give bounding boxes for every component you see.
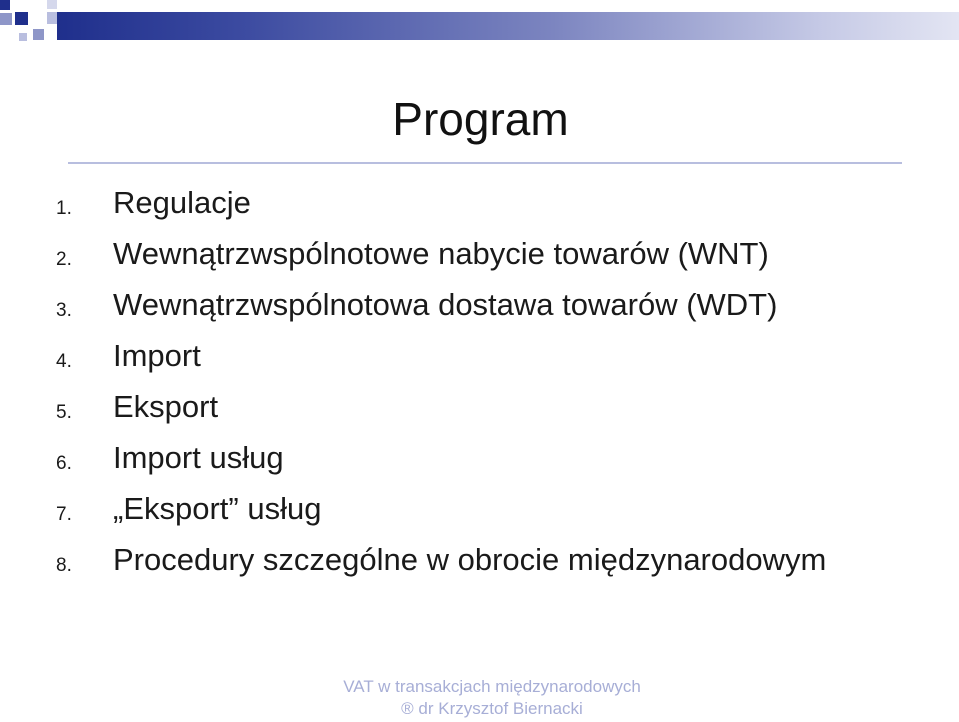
slide-title-text: Program — [392, 93, 569, 145]
title-divider — [68, 162, 902, 164]
item-text: Import usług — [113, 440, 284, 475]
item-text: Regulacje — [113, 185, 251, 220]
item-text: Wewnątrzwspólnotowa dostawa towarów (WDT) — [113, 287, 778, 322]
item-number: 6. — [56, 453, 72, 474]
footer-course-title: VAT w transakcjach międzynarodowych — [343, 677, 641, 696]
item-text: Procedury szczególne w obrocie międzynarodowym — [113, 542, 827, 577]
slide-title — [0, 92, 959, 146]
item-text: „Eksport” usług — [113, 491, 322, 526]
item-number: 5. — [56, 402, 72, 423]
item-text: Wewnątrzwspólnotowe nabycie towarów (WNT) — [113, 236, 769, 271]
header-band — [57, 12, 959, 40]
item-number: 3. — [56, 300, 72, 321]
decor-square — [19, 33, 27, 41]
item-text: Eksport — [113, 389, 219, 424]
item-number: 7. — [56, 504, 72, 525]
decor-square — [33, 29, 44, 40]
decor-square — [15, 12, 28, 25]
decor-square — [47, 0, 57, 9]
decor-square — [0, 0, 10, 10]
item-number: 4. — [56, 351, 72, 372]
item-number: 2. — [56, 249, 72, 270]
item-number: 1. — [56, 198, 72, 219]
decor-square — [47, 12, 57, 24]
decor-square — [0, 13, 12, 25]
item-number: 8. — [56, 555, 72, 576]
footer-author: ® dr Krzysztof Biernacki — [401, 699, 583, 718]
item-text: Import — [113, 338, 201, 373]
